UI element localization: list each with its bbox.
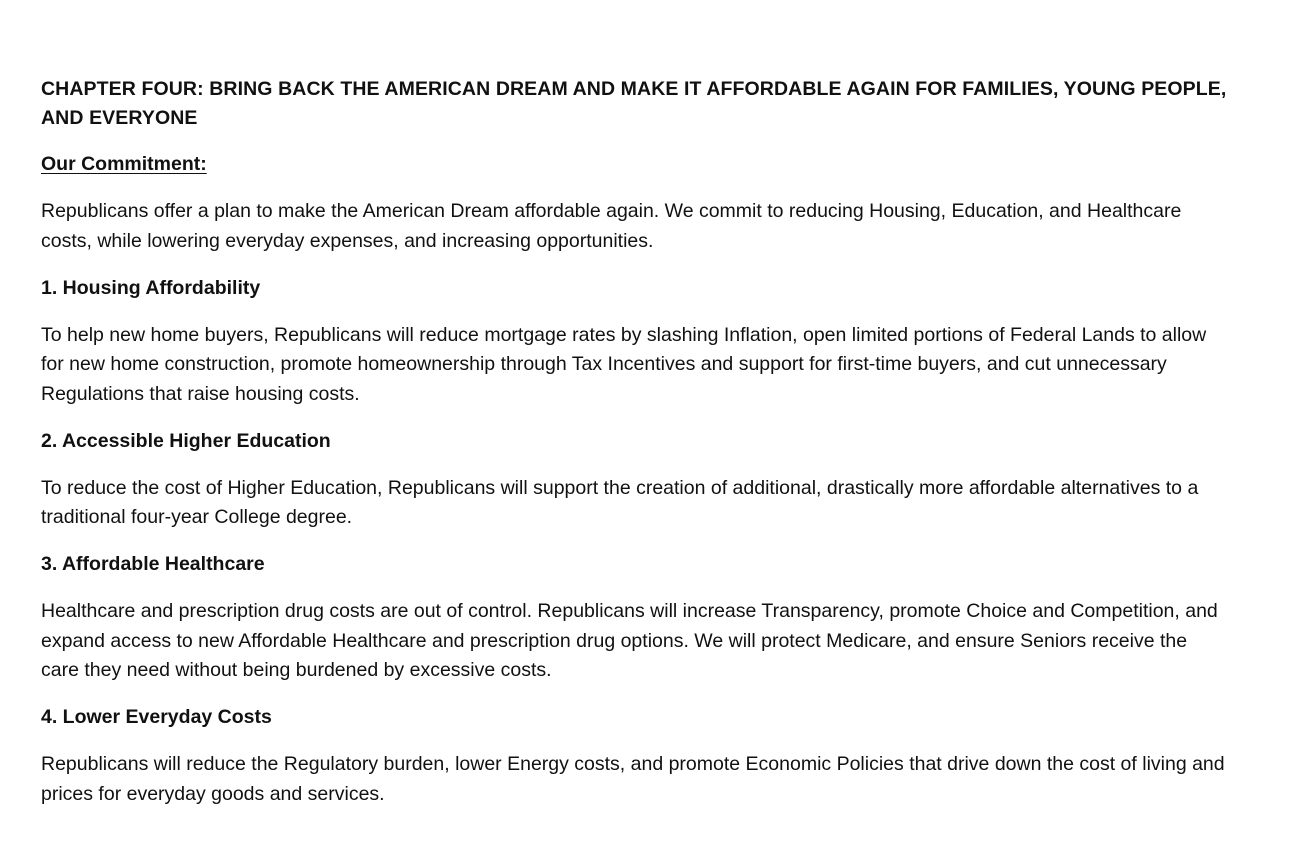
section-heading-everyday-costs: 4. Lower Everyday Costs: [41, 706, 272, 728]
section-body-housing: To help new home buyers, Republicans will reduce mortgage rates by slashing Inflation, open limited portions of Federal Lands to allow for new home construction, promote homeownership through Tax Incentives and support for first-time buyers, and cut unnecessary Regulations that raise housing costs.: [41, 323, 1207, 405]
chapter-title: CHAPTER FOUR: BRING BACK THE AMERICAN DREAM AND MAKE IT AFFORDABLE AGAIN FOR FAMILIES, YOUNG PEOPLE, AND EVERYONE: [41, 78, 1227, 129]
commitment-text: Republicans offer a plan to make the American Dream affordable again. We commit to reducing Housing, Education, and Healthcare costs, while lowering everyday expenses, and increasing opportunities.: [41, 200, 1182, 252]
section-body-education: To reduce the cost of Higher Education, Republicans will support the creation of additional, drastically more affordable alternatives to a traditional four-year College degree.: [41, 476, 1199, 528]
section-body-everyday-costs: Republicans will reduce the Regulatory burden, lower Energy costs, and promote Economic Policies that drive down the cost of living and prices for everyday goods and services.: [41, 753, 1225, 805]
section-body-healthcare: Healthcare and prescription drug costs are out of control. Republicans will increase Transparency, promote Choice and Competition, and expand access to new Affordable Healthcare and prescription drug options. We will protect Medicare, and ensure Seniors receive the care they need without being burdened by excessive costs.: [41, 600, 1218, 681]
commitment-heading: Our Commitment:: [41, 153, 207, 175]
section-heading-education: 2. Accessible Higher Education: [41, 429, 331, 452]
section-heading-housing: 1. Housing Affordability: [41, 276, 261, 299]
section-heading-healthcare: 3. Affordable Healthcare: [41, 553, 265, 575]
